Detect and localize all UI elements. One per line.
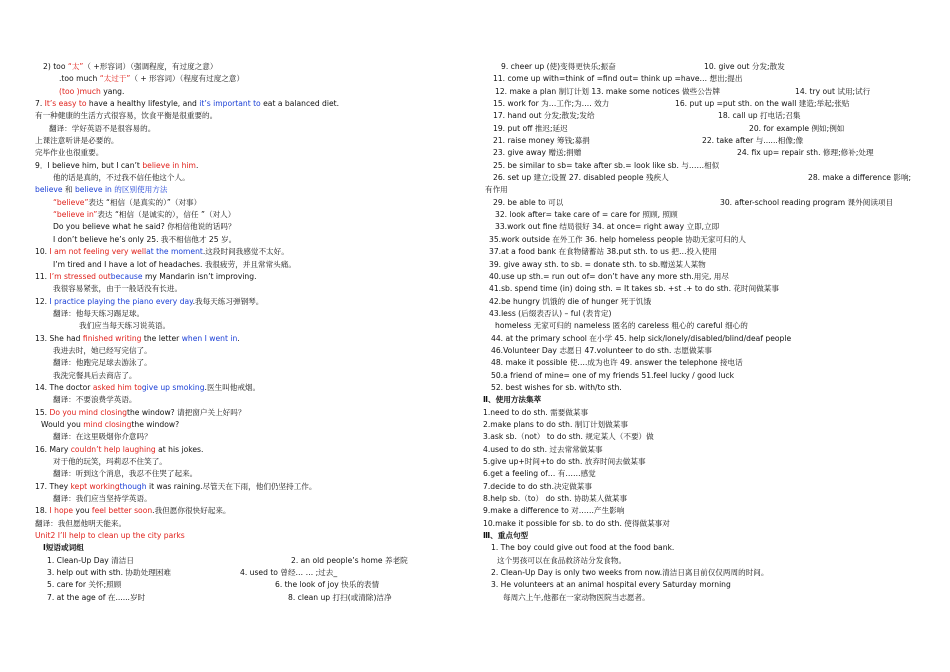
text-run: .too much: [59, 74, 100, 84]
right-line: [489, 246, 921, 258]
left-line: [35, 123, 455, 135]
right-line: [483, 518, 921, 530]
right-line-second-item: [795, 86, 870, 98]
text-run: mind closing: [83, 419, 132, 429]
text-run: 37.at a food bank 在食物储蓄站 38.put sth. to us 把…投入使用: [489, 247, 717, 257]
text-run: 3. help out with sth. 协助处理困难: [47, 568, 171, 578]
text-run: 17. They: [35, 481, 71, 491]
right-line-second-item: [704, 61, 785, 73]
text-run: 50.a friend of mine= one of my friends 51.feel lucky / good luck: [491, 370, 734, 380]
text-run: 翻译：我们应当坚持学英语。: [53, 494, 152, 504]
right-line: [485, 184, 921, 196]
text-run: when I went in: [181, 333, 238, 343]
text-run: I’m tired and I have a lot of headaches. 我很疲劳，并且常常头痛。: [53, 259, 296, 269]
left-line: [35, 86, 455, 98]
left-line: [35, 579, 455, 591]
text-run: 翻译：不要浪费学英语。: [53, 395, 137, 405]
text-run: 我洗完餐具后去商店了。: [53, 370, 137, 380]
left-line: [35, 271, 455, 283]
left-line: [35, 110, 455, 122]
text-run: 44. at the primary school 在小学 45. help sick/lonely/disabled/blind/deaf people: [491, 333, 792, 343]
text-run: 11.: [35, 271, 50, 281]
text-run: 46.Volunteer Day 志愿日 47.volunteer to do sth. 志愿做某事: [491, 345, 712, 355]
right-line: [483, 394, 921, 406]
text-run: 每周六上午,他都在一家动物医院当志愿者。: [503, 592, 650, 602]
left-line: [35, 530, 455, 542]
text-run: 6. the look of joy 快乐的表情: [275, 580, 380, 590]
text-run: 18. call up 打电话;召集: [718, 111, 801, 121]
text-run: 11. come up with=think of =find out= think up =have… 想出;提出: [493, 74, 743, 84]
text-run: the window? 请把窗户关上好吗？: [126, 407, 246, 417]
text-run: .: [195, 160, 199, 170]
left-line: [35, 197, 455, 209]
text-run: (too )much: [59, 86, 101, 96]
text-run: 25. be similar to sb= take after sb.= look like sb. 与……相似: [493, 160, 720, 170]
text-run: 有一种健康的生活方式很容易，饮食平衡是很重要的。: [35, 111, 218, 121]
text-run: 翻译：他跑完足球去游泳了。: [53, 358, 152, 368]
right-line-second-item: [720, 197, 893, 209]
text-run: 43.less (后缀表否认) – ful (表肯定): [489, 308, 612, 318]
right-line: [491, 370, 921, 382]
left-line: [35, 234, 455, 246]
left-line: [35, 444, 455, 456]
left-line: [35, 135, 455, 147]
right-line: [491, 579, 921, 591]
text-run: “believe in”: [53, 210, 98, 220]
text-run: 16. Mary: [35, 444, 71, 454]
right-line: [491, 147, 921, 159]
right-line: [483, 407, 921, 419]
text-run: 41.sb. spend time (in) doing sth. = It takes sb. +st .+ to do sth. 花时间做某事: [489, 284, 779, 294]
text-run: 1. The boy could give out food at the food bank.: [491, 543, 675, 553]
right-line-second-item: [718, 110, 801, 122]
left-line: [35, 456, 455, 468]
text-run: （ + 形容词）（程度有过度之意）: [130, 74, 245, 84]
text-run: 13. She had: [35, 333, 83, 343]
text-run: believe: [35, 185, 63, 195]
text-run: 32. look after= take care of = care for 照顾, 照顾: [495, 210, 678, 220]
right-line: [489, 259, 921, 271]
left-line: [35, 345, 455, 357]
text-run: 24. fix up= repair sth. 修理;修补;处理: [737, 148, 874, 158]
text-run: “太过于”: [99, 74, 131, 84]
text-run: 2. an old people’s home 养老院: [291, 555, 408, 565]
text-run: “believe”: [53, 197, 89, 207]
left-line: [35, 567, 455, 579]
text-run: 5.give up+时间+to do sth. 放弃时间去做某事: [483, 457, 646, 466]
text-run: 我进去时，她已经写完信了。: [53, 345, 152, 355]
text-run: 1.need to do sth. 需要做某事: [483, 407, 589, 417]
left-line: [35, 221, 455, 233]
left-line: [35, 209, 455, 221]
text-run: though: [119, 481, 147, 491]
text-run: 42.be hungry 饥饿的 die of hunger 死于饥饿: [489, 296, 652, 306]
text-run: 52. best wishes for sb. with/to sth.: [491, 382, 622, 392]
text-run: 9.make a difference to 对……产生影响: [483, 506, 625, 516]
text-run: 28. make a difference 影响;: [808, 173, 912, 183]
right-line: [483, 431, 921, 443]
text-run: 3. He volunteers at an animal hospital every Saturday morning: [491, 580, 731, 590]
left-column: [35, 61, 455, 604]
text-run: 9．I believe him, but I can’t: [35, 160, 143, 170]
left-line: [35, 357, 455, 369]
left-line: [35, 184, 455, 196]
text-run: 翻译：学好英语不是很容易的。: [49, 123, 156, 133]
text-run: the window?: [131, 419, 180, 429]
text-run: It’s easy to: [44, 99, 87, 109]
right-line: [489, 234, 921, 246]
left-line: [35, 308, 455, 320]
text-run: .我每天练习弹钢琴。: [192, 296, 264, 306]
text-run: 7.: [35, 99, 45, 109]
text-run: 35.work outside 在外工作 36. help homeless people 协助无家可归的人: [489, 234, 746, 244]
text-run: 15.: [35, 407, 50, 417]
right-line-second-item: [808, 172, 911, 184]
text-run: 12.: [35, 296, 50, 306]
text-run: 26. set up 建立;设置 27. disabled people 残疾人: [493, 173, 669, 183]
left-line: [35, 468, 455, 480]
text-run: homeless 无家可归的 nameless 匿名的 careless 粗心的 careful 细心的: [495, 321, 748, 331]
text-run: 15. work for 为…工作;为…. 效力: [493, 99, 610, 109]
text-run: I am not feeling very well: [49, 247, 147, 257]
left-line: [35, 259, 455, 271]
text-run: 翻译：他每天练习踢足球。: [53, 308, 145, 318]
right-line: [491, 61, 921, 73]
text-run: I hope: [49, 506, 74, 516]
right-line: [491, 592, 921, 604]
left-line: [35, 283, 455, 295]
left-line: [35, 73, 455, 85]
text-run: 翻译：我但愿他明天能来。: [35, 518, 127, 528]
right-line: [491, 160, 921, 172]
right-line: [483, 456, 921, 468]
left-line: [35, 320, 455, 332]
right-line: [491, 555, 921, 567]
text-run: have a healthy lifestyle, and: [86, 99, 200, 109]
text-run: 有作用: [485, 185, 508, 195]
text-run: .医生叫他戒烟。: [204, 382, 261, 392]
text-run: 40.use up sth.= run out of= don’t have any more sth.用完, 用尽: [489, 271, 729, 281]
text-run: 1. Clean-Up Day 清洁日: [47, 555, 134, 565]
text-run: .我但愿你很快好起来。: [152, 506, 231, 516]
text-run: feel better soon: [91, 506, 153, 516]
text-run: 上课注意听讲是必要的。: [35, 136, 119, 146]
text-run: the letter: [141, 333, 182, 343]
right-line: [483, 493, 921, 505]
text-run: couldn’t help laughing: [70, 444, 156, 454]
text-run: 10.make it possible for sb. to do sth. 使得做某事对: [483, 518, 670, 528]
text-run: Unit2 I’ll help to clean up the city parks: [35, 531, 185, 541]
text-run: 22. take after 与......相像;像: [702, 136, 804, 146]
right-line: [491, 197, 921, 209]
right-line-second-item: [737, 147, 874, 159]
right-line: [489, 308, 921, 320]
text-run: 2) too: [43, 62, 68, 71]
text-run: 8. clean up 打扫(或清除)洁净: [288, 592, 392, 602]
text-run: 18.: [35, 506, 50, 516]
text-run: 29. be able to 可以: [493, 197, 564, 207]
text-run: 9. cheer up (使)变得更快乐;振奋: [501, 62, 616, 71]
left-line-second-item: [240, 567, 337, 579]
text-run: 这个男孩可以在食品救济站分发食物。: [497, 555, 627, 565]
left-line: [35, 160, 455, 172]
text-run: 完毕作业也很重要。: [35, 148, 104, 158]
text-run: believe in: [74, 185, 112, 195]
left-line: [35, 419, 455, 431]
text-run: 10. give out 分发;散发: [704, 62, 785, 71]
right-line: [491, 209, 921, 221]
right-line: [489, 296, 921, 308]
left-line: [35, 296, 455, 308]
text-run: finished writing: [82, 333, 142, 343]
left-line: [35, 246, 455, 258]
text-run: 和: [62, 185, 75, 195]
text-run: 20. for example 例如;例如: [749, 123, 845, 133]
right-line: [491, 123, 921, 135]
left-line-second-item: [275, 579, 379, 591]
right-line: [491, 567, 921, 579]
text-run: 2. Clean-Up Day is only two weeks from now.清洁日离目前仅仅两周的时间。: [491, 568, 769, 578]
text-run: it’s important to: [199, 99, 261, 109]
text-run: 他的话是真的，不过我不信任他这个人。: [53, 173, 190, 183]
left-line: [35, 333, 455, 345]
right-line: [491, 135, 921, 147]
right-line: [483, 444, 921, 456]
right-line: [483, 530, 921, 542]
right-line: [491, 357, 921, 369]
text-run: 14. try out 试用;试行: [795, 86, 871, 96]
text-run: 2.make plans to do sth. 制订计划做某事: [483, 419, 628, 429]
text-run: it was raining.尽管天在下雨，他们仍坚持工作。: [146, 481, 317, 491]
left-line: [35, 61, 455, 73]
text-run: at the moment: [146, 247, 203, 257]
right-line: [491, 333, 921, 345]
text-run: 翻译：听到这个消息，我忍不住哭了起来。: [53, 469, 198, 479]
right-line: [491, 382, 921, 394]
left-line: [35, 481, 455, 493]
right-line: [491, 73, 921, 85]
text-run: 33.work out fine 结局很好 34. at once= right away 立即,立即: [495, 222, 720, 232]
text-run: I’m stressed out: [49, 271, 111, 281]
right-line: [491, 542, 921, 554]
left-line: [35, 370, 455, 382]
text-run: 21. raise money 筹钱;募捐: [493, 136, 590, 146]
text-run: kept working: [70, 481, 120, 491]
text-run: 10.: [35, 247, 50, 257]
text-run: asked him to: [92, 382, 142, 392]
text-run: 19. put off 推迟;延迟: [493, 123, 568, 133]
right-line: [483, 468, 921, 480]
text-run: （ +形容词）（强调程度，有过度之意）: [83, 62, 218, 71]
text-run: 30. after-school reading program 课外阅读项目: [720, 197, 894, 207]
text-run: eat a balanced diet.: [260, 99, 340, 109]
left-line: [35, 431, 455, 443]
text-run: 8.help sb.（to） do sth. 协助某人做某事: [483, 494, 628, 504]
left-line: [35, 407, 455, 419]
text-run: 7.decide to do sth.决定做某事: [483, 481, 592, 491]
text-run: 12. make a plan 制订计划 13. make some notices 做些公告牌: [495, 86, 720, 96]
right-line: [483, 419, 921, 431]
right-line: [483, 481, 921, 493]
text-run: 23. give away 赠送;捐赠: [493, 148, 582, 158]
text-run: .这段时间我感觉不太好。: [202, 247, 289, 257]
right-column: [483, 61, 921, 604]
text-run: 表达 “相信（是真实的）”（对事）: [88, 197, 202, 207]
right-line: [489, 283, 921, 295]
left-line: [35, 172, 455, 184]
text-run: 我们应当每天练习说英语。: [79, 321, 171, 331]
text-run: you: [73, 506, 92, 516]
text-run: 5. care for 关怀;照顾: [47, 580, 122, 590]
text-run: I practice playing the piano every day: [49, 296, 193, 306]
text-run: 14. The doctor: [35, 382, 93, 392]
right-line: [491, 172, 921, 184]
text-run: 7. at the age of 在......岁时: [47, 592, 146, 602]
left-line: [35, 555, 455, 567]
text-run: give up smoking: [141, 382, 205, 392]
text-run: 16. put up =put sth. on the wall 建造;举起;张贴: [675, 99, 850, 109]
text-run: 的区别使用方法: [111, 185, 168, 195]
text-run: 4.used to do sth. 过去常常做某事: [483, 444, 603, 454]
text-run: 6.get a feeling of… 有……感觉: [483, 469, 596, 479]
text-run: 3.ask sb.（not） to do sth. 规定某人（不要）做: [483, 432, 654, 442]
right-line: [491, 221, 921, 233]
text-run: “太”: [67, 62, 84, 71]
right-line: [491, 320, 921, 332]
text-run: yang.: [100, 86, 125, 96]
left-line: [35, 394, 455, 406]
text-run: Ⅱ、使用方法集萃: [483, 395, 542, 405]
text-run: 17. hand out 分发;散发;发给: [493, 111, 595, 121]
right-line: [491, 110, 921, 122]
right-line: [491, 345, 921, 357]
right-line: [491, 86, 921, 98]
left-line: [35, 592, 455, 604]
text-run: Do you mind closing: [49, 407, 127, 417]
right-line-second-item: [702, 135, 803, 147]
text-run: 对于他的玩笑，玛莉忍不住笑了。: [53, 457, 167, 466]
right-line-second-item: [749, 123, 844, 135]
left-line-second-item: [288, 592, 392, 604]
left-line: [35, 518, 455, 530]
text-run: 表达 “相信（是诚实的），信任 ”（对人）: [97, 210, 236, 220]
text-run: my Mandarin isn’t improving.: [142, 271, 257, 281]
text-run: because: [110, 271, 143, 281]
left-line-second-item: [291, 555, 408, 567]
text-run: 48. make it possible 使….成为也许 49. answer the telephone 接电话: [491, 358, 743, 368]
text-run: 39. give away sth. to sb. = donate sth. to sb.赠送某人某物: [489, 259, 706, 269]
right-line-second-item: [675, 98, 849, 110]
left-line: [35, 98, 455, 110]
right-line: [483, 505, 921, 517]
text-run: Ⅰ短语或词组: [43, 543, 84, 553]
right-line: [491, 98, 921, 110]
text-run: 4. used to 曾经… … ;过去_: [240, 568, 338, 578]
text-run: Do you believe what he said? 你相信他说的话吗？: [53, 222, 236, 232]
text-run: I don’t believe he’s only 25. 我不相信他才 25 岁。: [53, 234, 237, 244]
text-run: Ⅲ、重点句型: [483, 531, 529, 541]
text-run: .: [237, 333, 240, 343]
text-run: believe in him: [142, 160, 196, 170]
text-run: at his jokes.: [155, 444, 204, 454]
text-run: 翻译：在这里吸烟你介意吗？: [53, 432, 152, 442]
left-line: [35, 505, 455, 517]
left-line: [35, 493, 455, 505]
left-line: [35, 542, 455, 554]
text-run: 我很容易紧张，由于一般话没有长进。: [53, 284, 183, 294]
left-line: [35, 382, 455, 394]
left-line: [35, 147, 455, 159]
right-line: [489, 271, 921, 283]
text-run: Would you: [41, 419, 84, 429]
